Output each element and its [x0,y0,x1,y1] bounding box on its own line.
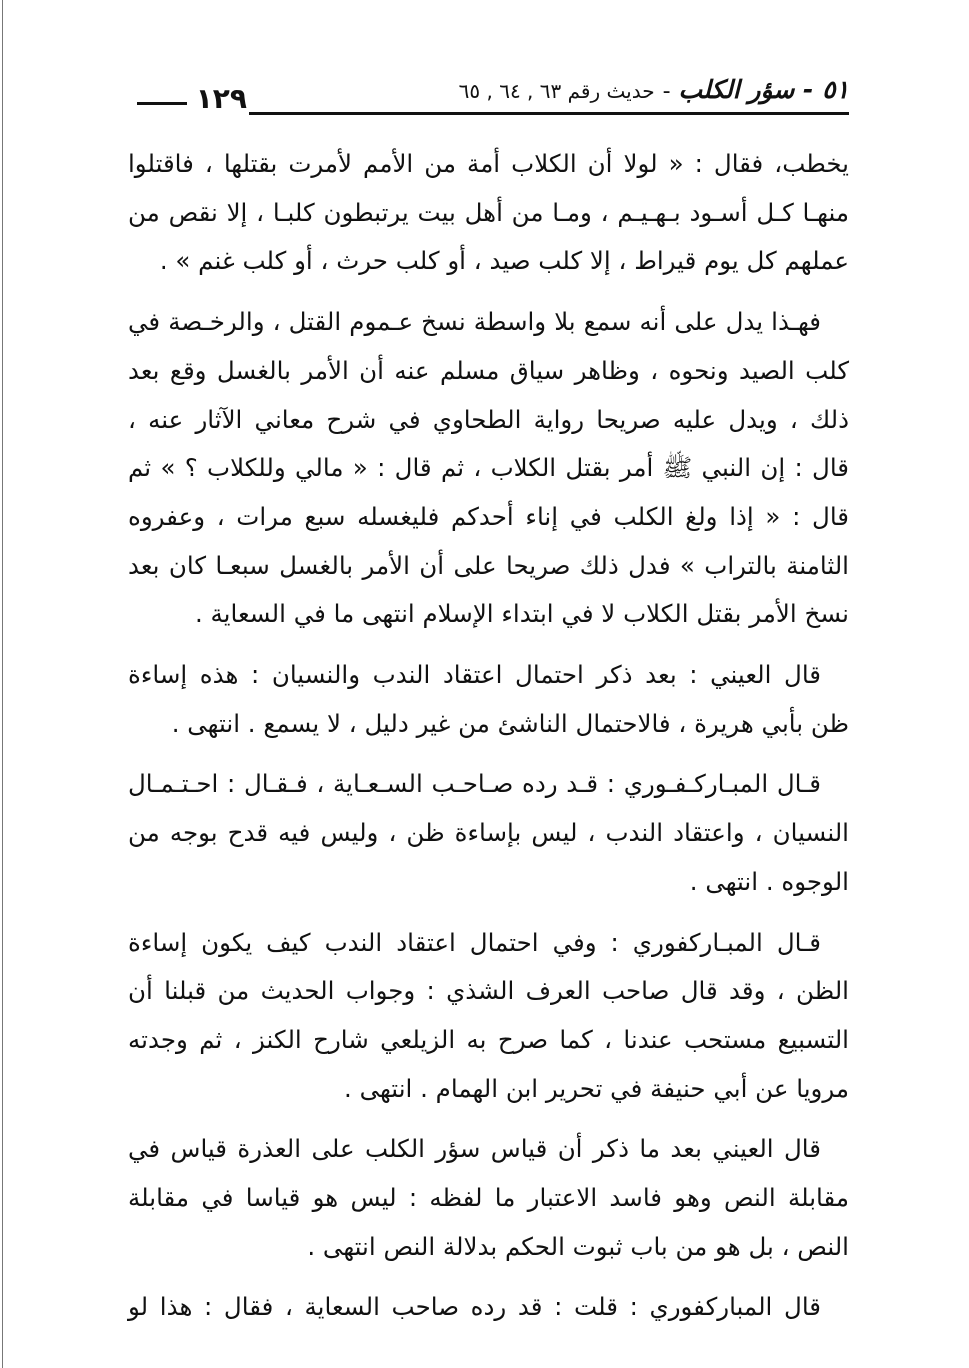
header-left-rule [137,102,187,105]
text-line: ذلك ، ويدل عليه صريحا رواية الطحاوي في شرح معاني الآثار عنه ، [128,404,849,434]
paragraph [128,298,849,639]
paragraph [128,140,849,286]
text-line: التسبيع مستحب عندنا ، كما صرح به الزيلعي شارح الكنز ، ثم وجدته [128,1024,849,1054]
text-line: قال العيني : بعد ذكر احتمال اعتقاد الندب والنسيان : هذه إساءة [128,660,821,690]
header-rule [249,112,849,115]
hadith-reference: حديث رقم ٦٣ , ٦٤ , ٦٥ [458,79,655,103]
paragraph [128,651,849,748]
text-line: عملهم كل يوم قيراط ، إلا كلب صيد ، أو كلب حرث ، أو كلب غنم » . [159,246,849,276]
scan-edge-line [2,0,3,1368]
page-header [137,70,849,114]
text-line: قال العيني بعد ما ذكر أن قياس سؤر الكلب على العذرة قياس في [128,1134,821,1164]
text-line: النص ، بل هو من باب ثبوت الحكم بدلالة النص انتهى . [307,1231,849,1261]
text-line: نسخ الأمر بقتل الكلاب لا في ابتداء الإسلام انتهى ما في السعاية . [194,599,849,629]
text-line: الوجوه . انتهى . [689,866,849,896]
paragraph [128,919,849,1114]
page-body [128,140,849,1344]
text-line: قال : إن النبي ﷺ أمر بقتل الكلاب ، ثم قال : « مالي وللكلاب ؟ » ثم [128,453,849,483]
paragraph [128,760,849,906]
text-line: فهـذا يدل على أنه سمع بلا واسطة نسخ عـموم القتل ، والرخـصة في [128,307,821,337]
chapter-title: ٥١ - سؤر الكلب [678,75,849,104]
text-line: قـال المبـاركفوري : وفي احتمال اعتقاد الندب كيف يكون إساءة [128,927,821,957]
header-separator: - [662,79,671,104]
running-head [459,74,849,108]
text-line: يخطب، فقال : « لولا أن الكلاب أمة من الأمم لأمرت بقتلها ، فاقتلوا [128,149,849,178]
text-line: ظن بأبي هريرة ، فالاحتمال الناشئ من غير دليل ، لا يسمع . انتهى . [171,708,849,738]
text-line: قال المباركفوري : قلت : قد رده صاحب السعاية ، فقال : هذا لو [128,1292,821,1322]
text-line: قـال المبـاركـفـوري : قـد رده صـاحـب السـعـاية ، فـقـال : احـتـمـال [128,769,821,799]
page-number: ١٢٩ [195,82,247,115]
text-line: النسيان ، واعتقاد الندب ، ليس بإساءة ظن ، وليس فيه قدح بوجه من [128,818,849,848]
text-line: الثامنة بالتراب » فدل ذلك صريحا على أن الأمر بالغسل سبعـا كان بعد [128,550,849,580]
text-line: قال : « إذا ولغ الكلب في إناء أحدكم فليغسله سبع مرات ، وعفروه [128,501,849,531]
text-line: مرويا عن أبي حنيفة في تحرير ابن الهمام . انتهى . [344,1073,849,1103]
text-line: مقابلة النص وهو فاسد الاعتبار ما لفظه : ليس هو قياسا في مقابلة [128,1183,849,1213]
text-line: منهـا كـل أسـود بـهـيـم ، ومـا من أهل بيت يرتبطون كلبـا ، إلا نقص من [128,197,849,227]
paragraph [128,1283,849,1332]
text-line: كلب الصيد ونحوه ، وظاهر سياق مسلم عنه أن الأمر بالغسل وقع بعد [128,355,849,385]
text-line: الظن ، وقد قال صاحب العرف الشذي : وجواب الحديث من قبلنا أن [128,976,849,1006]
paragraph [128,1125,849,1271]
